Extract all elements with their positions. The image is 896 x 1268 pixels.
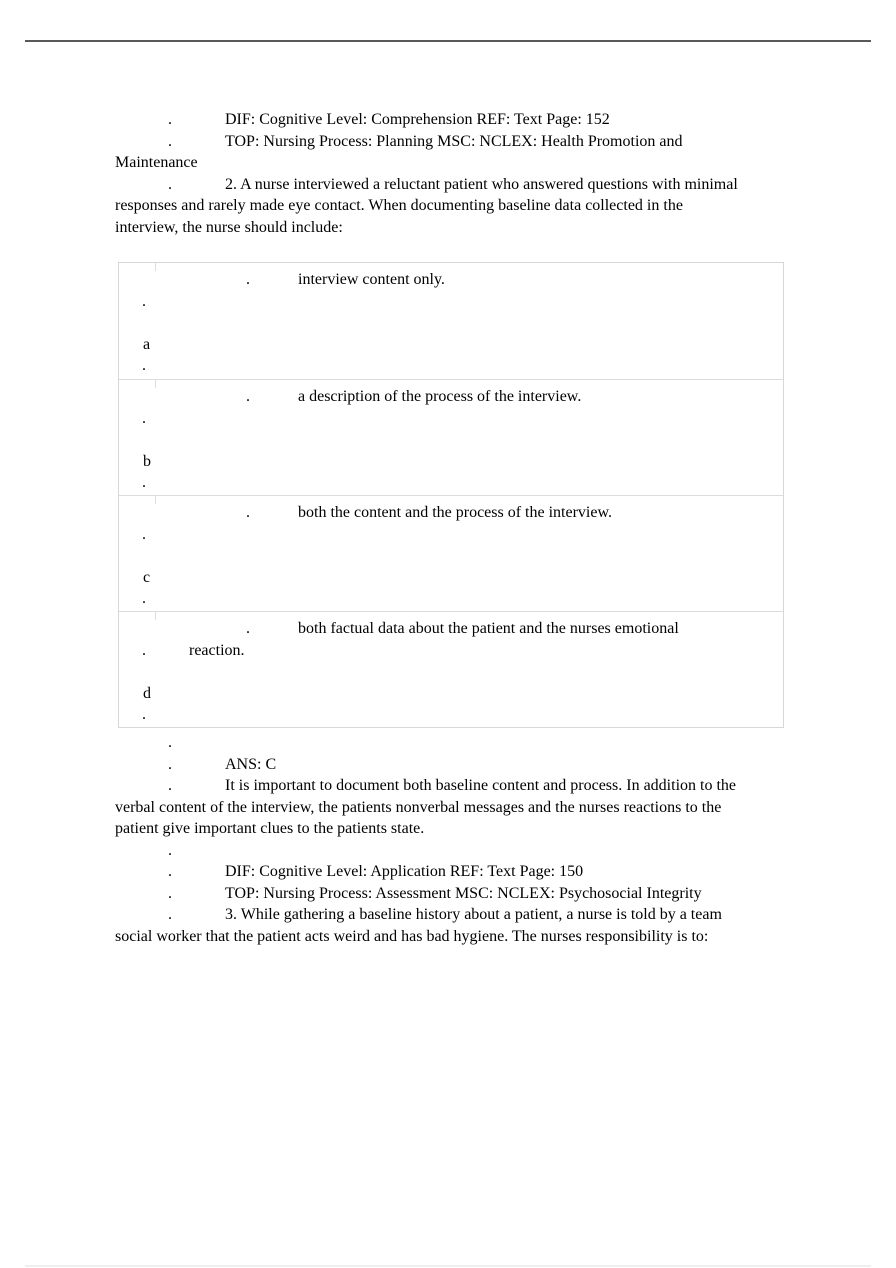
list-bullet-dot: . bbox=[168, 175, 172, 193]
line-text: verbal content of the interview, the patients nonverbal messages and the nurses reactions to the bbox=[115, 798, 722, 816]
line-text: DIF: Cognitive Level: Comprehension REF: Text Page: 152 bbox=[225, 111, 610, 128]
option-wrap-line bbox=[119, 524, 783, 546]
option-letter bbox=[119, 683, 783, 705]
bulleted-text-line bbox=[115, 883, 815, 905]
line-text: TOP: Nursing Process: Assessment MSC: NCLEX: Psychosocial Integrity bbox=[225, 884, 702, 902]
option-bullet-dot: . bbox=[246, 388, 250, 405]
option-wrap-line bbox=[119, 291, 783, 313]
question-2-text-block bbox=[115, 109, 815, 238]
option-text-continued: reaction. bbox=[189, 641, 245, 659]
option-letter bbox=[119, 567, 783, 589]
list-bullet-dot: . bbox=[168, 906, 172, 923]
cell-divider-tick bbox=[155, 496, 156, 504]
cell-bottom-dot-line bbox=[119, 355, 783, 377]
text-line bbox=[115, 797, 815, 819]
line-text: It is important to document both baseline content and process. In addition to the bbox=[225, 777, 736, 794]
list-bullet-dot: . bbox=[168, 734, 172, 751]
line-text: Maintenance bbox=[115, 154, 198, 171]
answer-rationale-block bbox=[115, 732, 815, 947]
cell-divider-tick bbox=[155, 380, 156, 388]
cell-dot: . bbox=[142, 525, 146, 543]
bulleted-text-line bbox=[115, 904, 815, 926]
list-bullet-dot: . bbox=[168, 132, 172, 150]
option-bullet-dot: . bbox=[246, 620, 250, 637]
line-text: social worker that the patient acts weird and has bad hygiene. The nurses responsibility is to: bbox=[115, 927, 709, 945]
option-text-line bbox=[119, 269, 783, 291]
list-bullet-dot: . bbox=[168, 755, 172, 773]
line-text: 3. While gathering a baseline history about a patient, a nurse is told by a team bbox=[225, 906, 722, 923]
cell-bottom-dot-line bbox=[119, 704, 783, 726]
list-bullet-dot: . bbox=[168, 884, 172, 902]
cell-dot: . bbox=[142, 474, 146, 491]
cell-bottom-dot-line bbox=[119, 588, 783, 610]
cell-dot: . bbox=[142, 357, 146, 374]
line-text: TOP: Nursing Process: Planning MSC: NCLEX: Health Promotion and bbox=[225, 132, 683, 150]
blank-line bbox=[119, 661, 783, 683]
list-bullet-dot: . bbox=[168, 841, 172, 859]
cell-divider-tick bbox=[155, 263, 156, 271]
text-line bbox=[115, 152, 815, 174]
line-text: interview, the nurse should include: bbox=[115, 218, 343, 236]
answer-option-row-d bbox=[119, 611, 783, 727]
bulleted-text-line bbox=[115, 775, 815, 797]
blank-line bbox=[119, 545, 783, 567]
option-text: both the content and the process of the interview. bbox=[298, 504, 612, 521]
answer-option-row-b bbox=[119, 379, 783, 495]
line-text: DIF: Cognitive Level: Application REF: Text Page: 150 bbox=[225, 863, 584, 880]
option-wrap-line bbox=[119, 408, 783, 430]
option-bullet-dot: . bbox=[246, 504, 250, 521]
answer-option-row-a bbox=[119, 263, 783, 379]
text-line bbox=[115, 217, 815, 239]
bulleted-text-line bbox=[115, 840, 815, 862]
option-letter-text: b bbox=[143, 452, 151, 470]
option-letter-text: c bbox=[143, 568, 151, 586]
line-text: patient give important clues to the patients state. bbox=[115, 820, 425, 837]
cell-dot: . bbox=[142, 292, 146, 310]
option-letter-text: d bbox=[143, 684, 151, 702]
list-bullet-dot: . bbox=[168, 777, 172, 794]
blank-line bbox=[119, 312, 783, 334]
option-letter bbox=[119, 451, 783, 473]
option-text: a description of the process of the interview. bbox=[298, 388, 582, 405]
bulleted-text-line bbox=[115, 109, 815, 131]
cell-dot: . bbox=[142, 706, 146, 723]
option-wrap-line bbox=[119, 640, 783, 662]
cell-dot: . bbox=[142, 590, 146, 607]
line-text: responses and rarely made eye contact. When documenting baseline data collected in the bbox=[115, 197, 683, 214]
cell-bottom-dot-line bbox=[119, 472, 783, 494]
option-text: interview content only. bbox=[298, 271, 445, 288]
line-text: 2. A nurse interviewed a reluctant patient who answered questions with minimal bbox=[225, 175, 738, 193]
bulleted-text-line bbox=[115, 861, 815, 883]
list-bullet-dot: . bbox=[168, 111, 172, 128]
bulleted-text-line bbox=[115, 131, 815, 153]
option-bullet-dot: . bbox=[246, 271, 250, 288]
text-line bbox=[115, 195, 815, 217]
option-text: both factual data about the patient and the nurses emotional bbox=[298, 620, 679, 637]
page-bottom-divider bbox=[25, 1265, 871, 1267]
page-top-divider bbox=[25, 40, 871, 42]
list-bullet-dot: . bbox=[168, 863, 172, 880]
answer-options-table bbox=[118, 262, 784, 728]
option-text-line bbox=[119, 618, 783, 640]
cell-divider-tick bbox=[155, 612, 156, 620]
option-text-line bbox=[119, 386, 783, 408]
cell-dot: . bbox=[142, 409, 146, 427]
bulleted-text-line bbox=[115, 754, 815, 776]
option-text-line bbox=[119, 502, 783, 524]
bulleted-text-line bbox=[115, 174, 815, 196]
blank-line bbox=[119, 429, 783, 451]
bulleted-text-line bbox=[115, 732, 815, 754]
line-text: ANS: C bbox=[225, 755, 277, 773]
option-letter bbox=[119, 334, 783, 356]
answer-option-row-c bbox=[119, 495, 783, 611]
cell-dot: . bbox=[142, 641, 146, 659]
text-line bbox=[115, 818, 815, 840]
option-letter-text: a bbox=[143, 335, 151, 353]
text-line bbox=[115, 926, 815, 948]
